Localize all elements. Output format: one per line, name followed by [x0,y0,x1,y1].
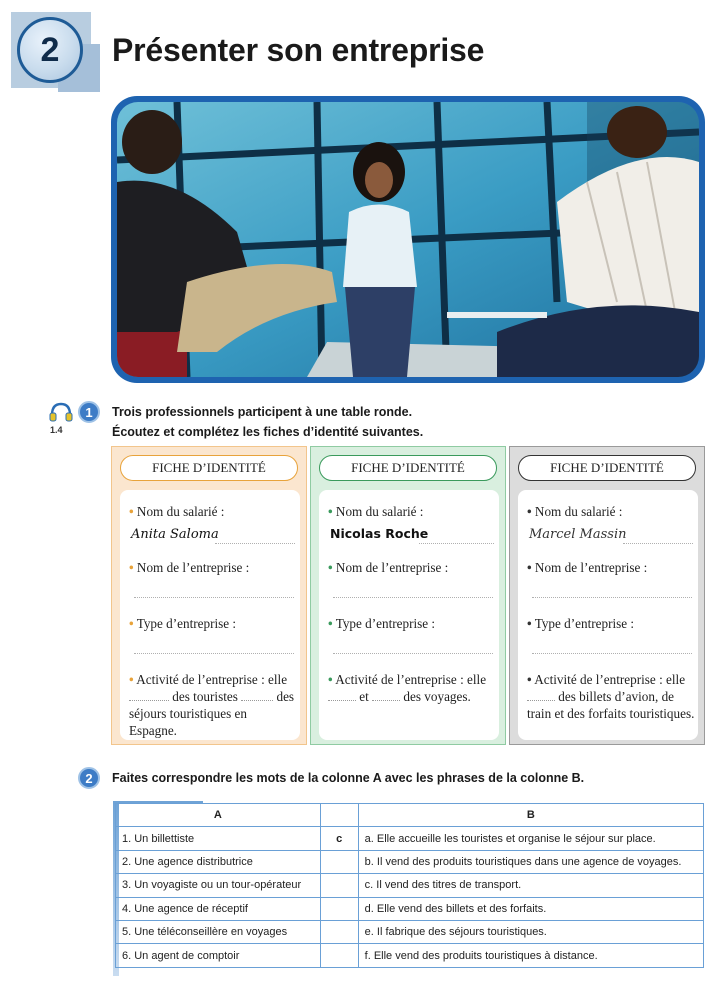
column-b-cell: a. Elle accueille les touristes et organise le séjour sur place. [358,827,703,850]
table-row [116,897,704,920]
exercise-1-number: 1 [78,401,100,423]
column-b-cell: d. Elle vend des billets et des forfaits. [358,897,703,920]
audio-track-number: 1.4 [50,425,63,435]
column-a-cell: 1. Un billettiste [116,827,321,850]
unit-number: 2 [40,30,60,69]
table-row [116,874,704,897]
activity-text: • Activité de l’entreprise : elle des touristes des séjours touristiques en Espagne. [129,672,295,738]
answer-cell[interactable] [320,874,358,897]
column-a-cell: 6. Un agent de comptoir [116,944,321,967]
meeting-photo [117,102,699,377]
identity-card-body: • Nom du salarié : Marcel Massin • Nom de l’entreprise : • Type d’entreprise : • Activité de l’entreprise : elle des billets d’avion, de train et des forfaits touristiques. [518,490,698,740]
company-answer-line[interactable] [333,597,493,598]
answer-cell[interactable]: c [320,827,358,850]
column-b-cell: e. Il fabrique des séjours touristiques. [358,920,703,943]
activity-blank[interactable] [129,690,169,701]
answer-column-header [320,804,358,827]
activity-blank[interactable] [328,690,356,701]
table-row [116,944,704,967]
name-value: Marcel Massin [529,527,627,542]
activity-text: • Activité de l’entreprise : elle et des voyages. [328,672,487,704]
identity-card-title: FICHE D’IDENTITÉ [518,455,696,481]
identity-card-3 [509,446,705,745]
identity-card-title: FICHE D’IDENTITÉ [120,455,298,481]
type-label: Type d’entreprise : [534,616,635,631]
activity-text: • Activité de l’entreprise : elle des billets d’avion, de train et des forfaits touristiques. [527,672,695,721]
answer-cell[interactable] [320,897,358,920]
column-b-header: B [358,804,703,827]
column-b-cell: b. Il vend des produits touristiques dans une agence de voyages. [358,850,703,873]
type-answer-line[interactable] [333,653,493,654]
meeting-photo-frame [111,96,705,383]
type-label: Type d’entreprise : [136,616,237,631]
activity-blank[interactable] [372,690,400,701]
column-a-cell: 3. Un voyagiste ou un tour-opérateur [116,874,321,897]
column-b-cell: c. Il vend des titres de transport. [358,874,703,897]
exercise-1-instruction-line1: Trois professionnels participent à une table ronde. [112,405,413,419]
column-a-header: A [116,804,321,827]
answer-cell[interactable] [320,920,358,943]
matching-table [115,803,704,968]
name-label: Nom du salarié : [335,504,424,519]
page-title: Présenter son entreprise [112,32,485,68]
type-answer-line[interactable] [532,653,692,654]
identity-card-title: FICHE D’IDENTITÉ [319,455,497,481]
name-value: Anita Saloma [131,527,219,542]
activity-blank[interactable] [241,690,273,701]
identity-card-1 [111,446,307,745]
column-a-cell: 5. Une téléconseillère en voyages [116,920,321,943]
unit-number-badge [17,17,83,83]
exercise-2-number: 2 [78,767,100,789]
exercise-1-instruction-line2: Écoutez et complétez les fiches d’identité suivantes. [112,425,424,439]
column-a-cell: 2. Une agence distributrice [116,850,321,873]
type-answer-line[interactable] [134,653,294,654]
identity-card-body: • Nom du salarié : Nicolas Roche • Nom de l’entreprise : • Type d’entreprise : • Activité de l’entreprise : elle et des voyages. [319,490,499,740]
company-label: Nom de l’entreprise : [335,560,449,575]
identity-card-body: • Nom du salarié : Anita Saloma • Nom de l’entreprise : • Type d’entreprise : • Activité de l’entreprise : elle des touristes des séjours touristiques en Espagne. [120,490,300,740]
company-label: Nom de l’entreprise : [136,560,250,575]
company-label: Nom de l’entreprise : [534,560,648,575]
type-label: Type d’entreprise : [335,616,436,631]
exercise-2-instruction: Faites correspondre les mots de la colonne A avec les phrases de la colonne B. [112,771,585,785]
identity-card-2 [310,446,506,745]
name-value: Nicolas Roche [330,526,429,541]
column-a-cell: 4. Une agence de réceptif [116,897,321,920]
column-b-cell: f. Elle vend des produits touristiques à distance. [358,944,703,967]
answer-cell[interactable] [320,850,358,873]
activity-blank[interactable] [527,690,555,701]
company-answer-line[interactable] [134,597,294,598]
name-label: Nom du salarié : [534,504,623,519]
table-header-row [116,804,704,827]
table-row [116,827,704,850]
name-label: Nom du salarié : [136,504,225,519]
company-answer-line[interactable] [532,597,692,598]
answer-cell[interactable] [320,944,358,967]
headphones-icon [49,402,73,422]
table-row [116,920,704,943]
table-row [116,850,704,873]
